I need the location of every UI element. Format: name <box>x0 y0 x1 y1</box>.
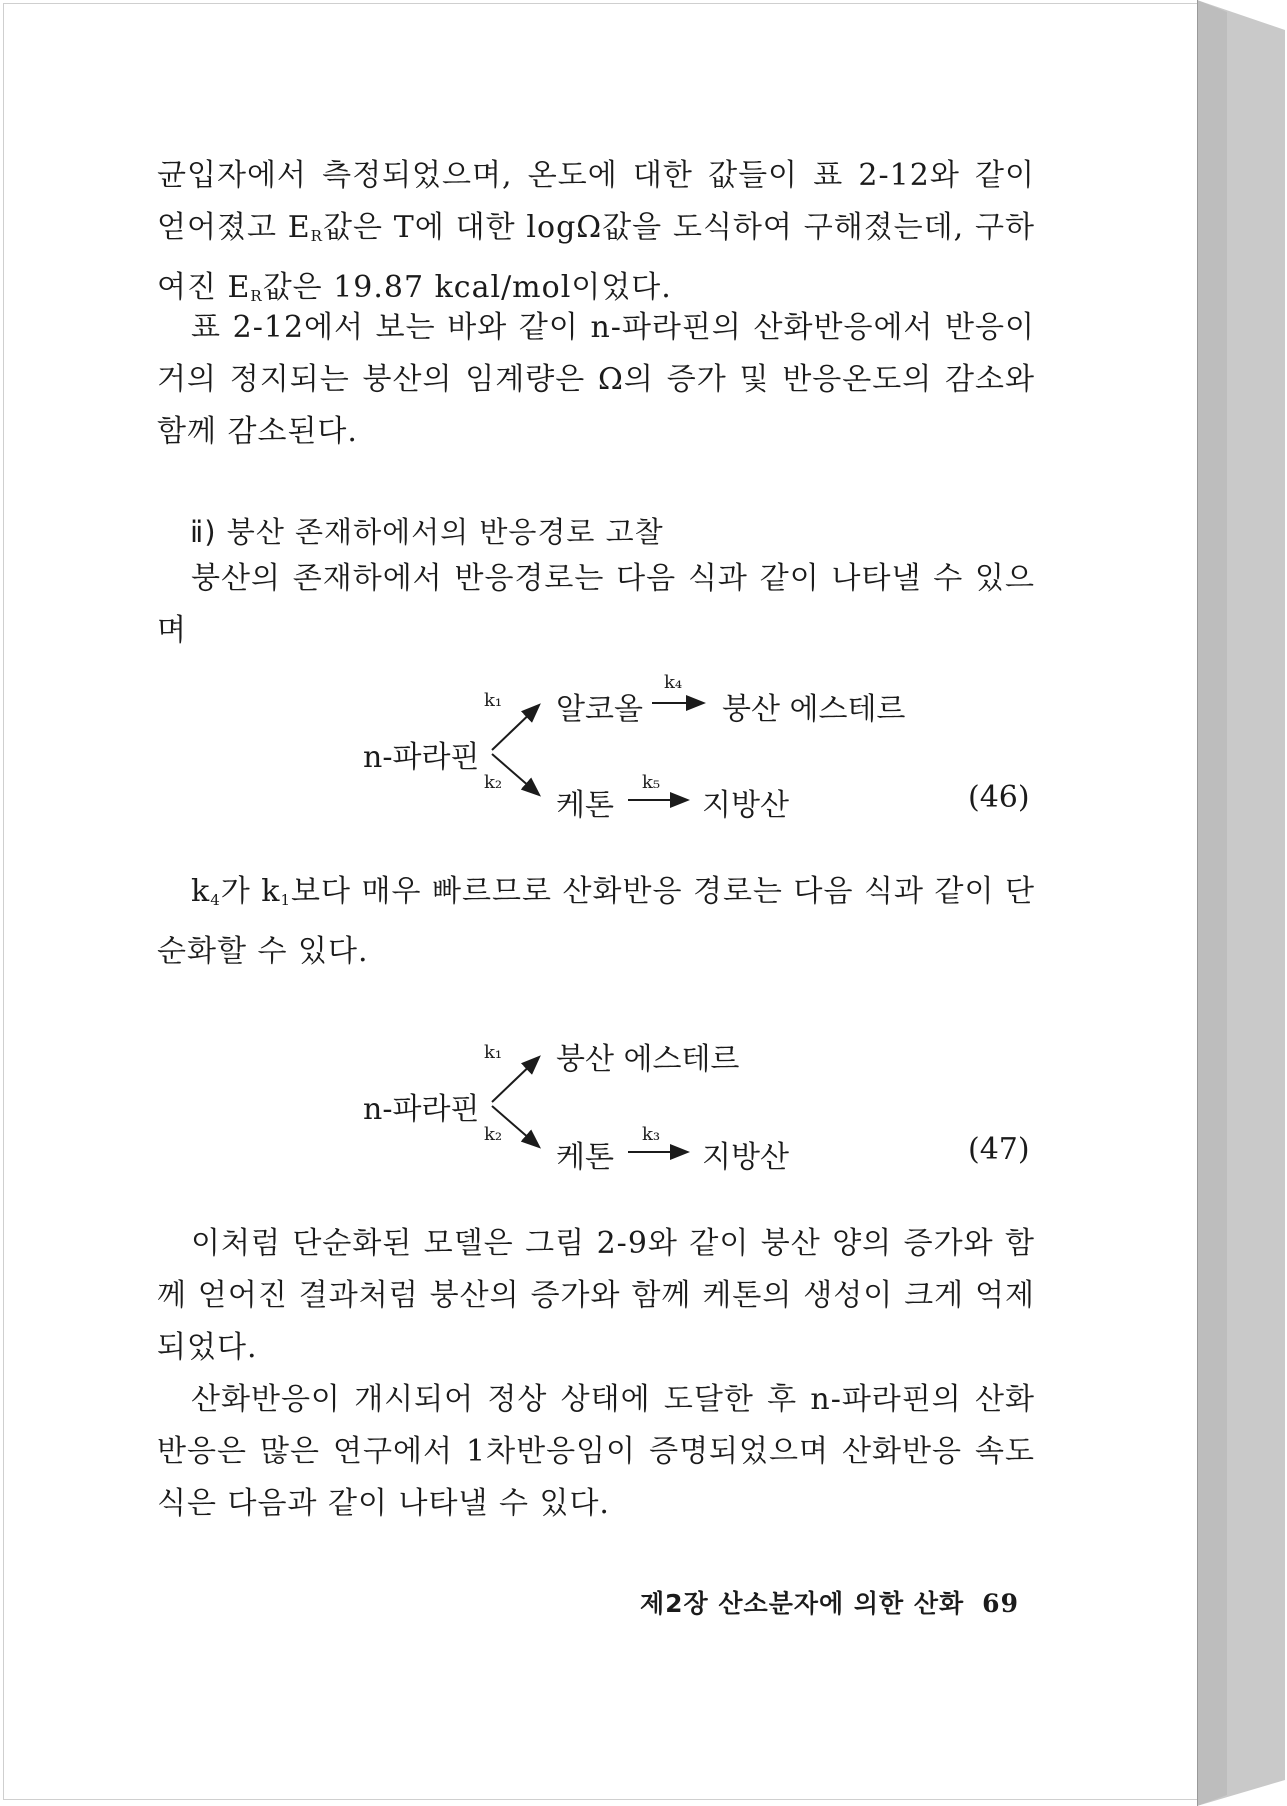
scheme-46-upper-intermediate: 알코올 <box>556 692 643 727</box>
subscript-r: R <box>250 287 263 305</box>
scheme-46-k1: k₁ <box>484 690 503 711</box>
scheme-47-reactant: n-파라핀 <box>363 1092 480 1127</box>
paragraph-1-text-a: 균입자에서 측정되었으며, 온도에 대한 값들이 표 2-12와 같이 얻어졌고 E <box>157 158 1035 245</box>
scheme-47-lower-product: 지방산 <box>702 1140 789 1175</box>
chapter-title: 제2장 산소분자에 의한 산화 <box>640 1589 965 1618</box>
scheme-46-k2: k₂ <box>484 772 503 793</box>
paragraph-6-text: 산화반응이 개시되어 정상 상태에 도달한 후 n-파라핀의 산화반응은 많은 연구에서 1차반응임이 증명되었으며 산화반응 속도식은 다음과 같이 나타낼 수 있다. <box>157 1382 1035 1521</box>
scheme-46-lower-intermediate: 케톤 <box>556 788 614 823</box>
reaction-scheme-46 <box>350 672 1050 822</box>
page-stack-edge <box>1197 0 1285 1806</box>
scheme-46-lower-product: 지방산 <box>702 788 789 823</box>
paragraph-5 <box>157 1218 1035 1374</box>
page-footer <box>640 1584 1019 1620</box>
scheme-47-lower-intermediate: 케톤 <box>556 1140 614 1175</box>
subscript-1: 1 <box>280 891 291 909</box>
paragraph-2-text: 표 2-12에서 보는 바와 같이 n-파라핀의 산화반응에서 반응이 거의 정지되는 붕산의 임계량은 Ω의 증가 및 반응온도의 감소와 함께 감소된다. <box>157 310 1035 449</box>
scheme-46-k5: k₅ <box>642 772 661 793</box>
paragraph-5-text: 이처럼 단순화된 모델은 그림 2-9와 같이 붕산 양의 증가와 함께 얻어진 결과처럼 붕산의 증가와 함께 케톤의 생성이 크게 억제되었다. <box>157 1226 1035 1365</box>
paragraph-6 <box>157 1374 1035 1530</box>
scheme-46-k4: k₄ <box>664 672 683 693</box>
paragraph-1-text-c: 값은 T에 대한 logΩ값을 도식하여 구해졌는데, 구하여진 E <box>157 210 1035 305</box>
scheme-47-upper-product: 붕산 에스테르 <box>556 1042 740 1077</box>
scheme-47-k1: k₁ <box>484 1042 503 1063</box>
scheme-47-k2: k₂ <box>484 1124 503 1145</box>
subscript-r: R <box>310 227 323 245</box>
paragraph-3 <box>157 553 1035 657</box>
scheme-46-upper-product: 붕산 에스테르 <box>722 692 906 727</box>
section-heading: ⅱ) 붕산 존재하에서의 반응경로 고찰 <box>190 515 664 549</box>
equation-number-47: (47) <box>968 1132 1030 1167</box>
paragraph-1 <box>157 150 1035 322</box>
equation-number-46: (46) <box>968 780 1030 815</box>
scheme-46-reactant: n-파라핀 <box>363 740 480 775</box>
paragraph-3-text: 붕산의 존재하에서 반응경로는 다음 식과 같이 나타낼 수 있으며 <box>157 561 1035 648</box>
paragraph-4-text-c: 가 k <box>220 874 281 909</box>
scheme-47-k3: k₃ <box>642 1124 661 1145</box>
subscript-4: 4 <box>210 891 221 909</box>
page-number: 69 <box>982 1589 1019 1618</box>
paragraph-4 <box>157 866 1035 978</box>
reaction-scheme-47 <box>350 1024 1050 1174</box>
paragraph-4-text-e: 보다 매우 빠르므로 산화반응 경로는 다음 식과 같이 단순화할 수 있다. <box>157 874 1035 969</box>
paragraph-4-text-a: k <box>191 874 211 909</box>
paragraph-1-text-e: 값은 19.87 kcal/mol이었다. <box>262 270 672 305</box>
paragraph-2 <box>157 302 1035 458</box>
